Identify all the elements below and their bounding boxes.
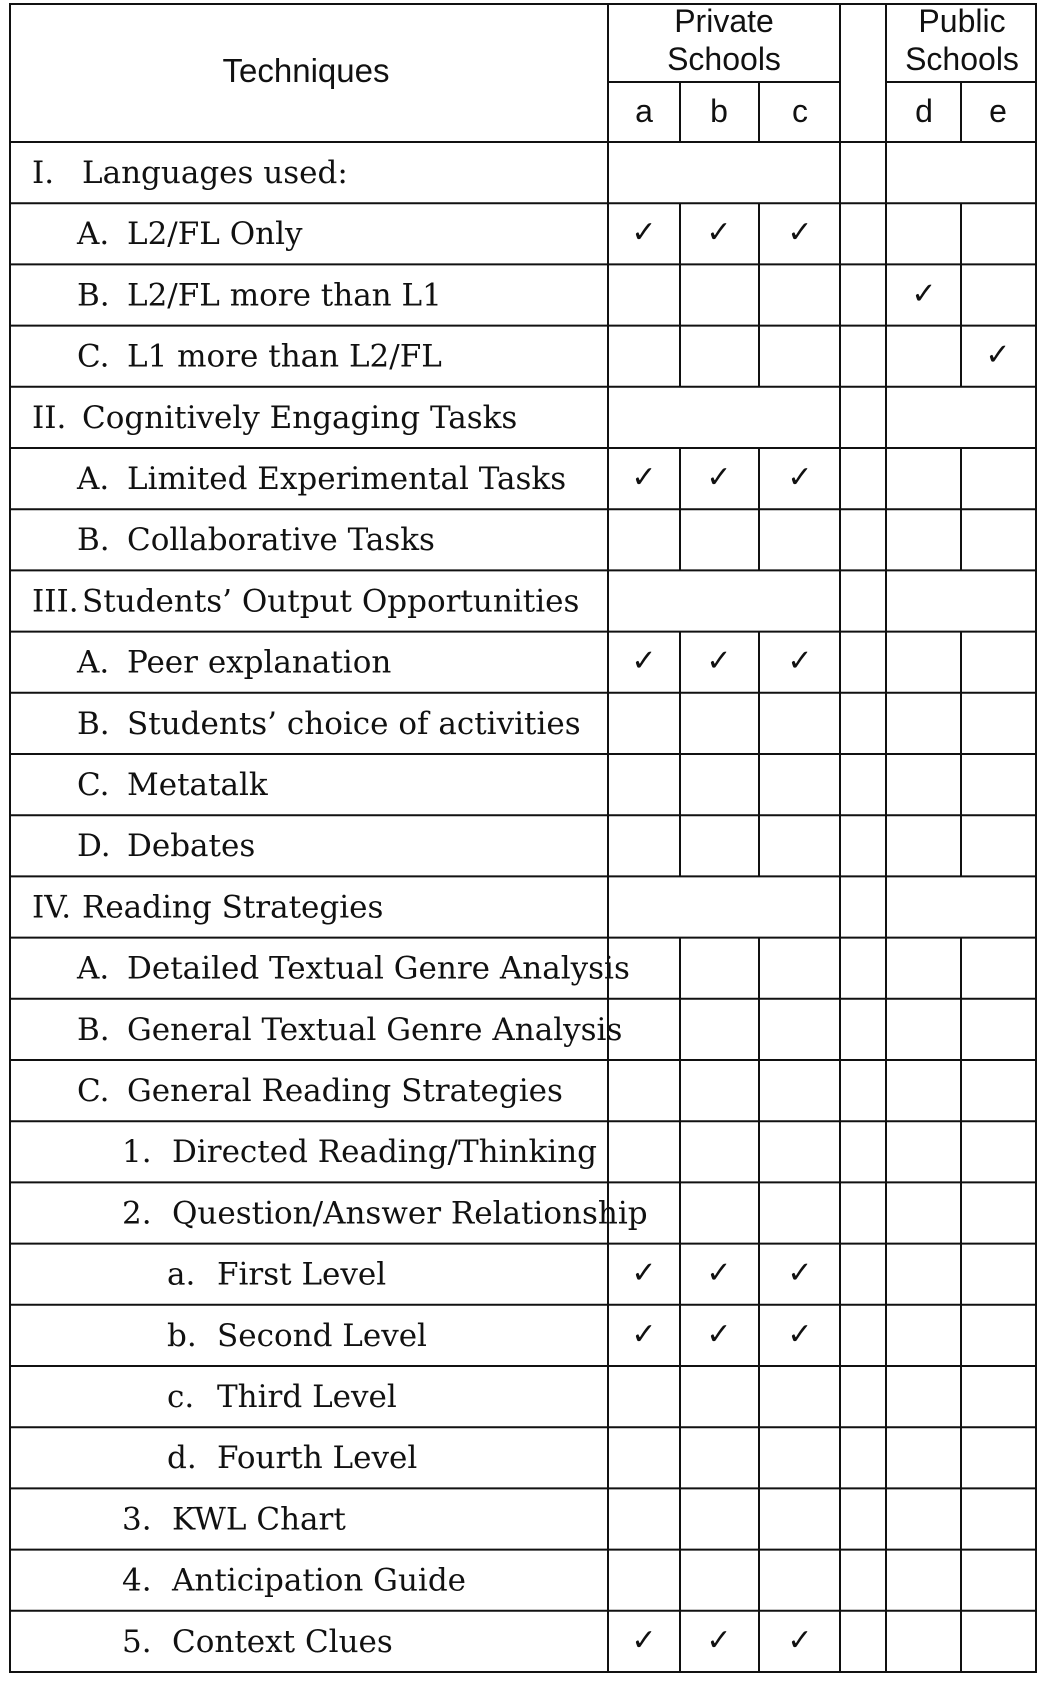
check-mark-icon: ✓ — [787, 1255, 813, 1291]
row-label: Limited Experimental Tasks — [127, 461, 567, 497]
table-row — [77, 338, 1011, 375]
check-mark-icon: ✓ — [706, 1316, 732, 1352]
table-row — [122, 1623, 813, 1660]
row-marker: 4. — [122, 1562, 152, 1599]
row-label: Debates — [127, 828, 256, 865]
public-schools-header-line2: Schools — [905, 41, 1019, 77]
row-label: Detailed Textual Genre Analysis — [127, 950, 630, 987]
private-schools-header-line2: Schools — [667, 41, 781, 77]
row-label: Question/Answer Relationship — [172, 1195, 648, 1232]
check-mark-icon: ✓ — [787, 643, 813, 679]
table-header — [223, 3, 1019, 129]
row-marker: 5. — [122, 1623, 152, 1660]
row-marker: III. — [32, 583, 79, 620]
row-marker: B. — [77, 1011, 110, 1048]
table-row — [77, 1073, 563, 1109]
row-marker: 3. — [122, 1501, 152, 1538]
check-mark-icon: ✓ — [631, 643, 657, 679]
table-row — [76, 951, 630, 987]
row-label: Students’ Output Opportunities — [82, 583, 580, 620]
row-label: Fourth Level — [217, 1440, 418, 1477]
check-mark-icon: ✓ — [706, 643, 732, 679]
check-mark-icon: ✓ — [787, 460, 813, 495]
check-mark-icon: ✓ — [631, 1255, 657, 1291]
row-marker: C. — [77, 338, 110, 375]
table-row — [167, 1379, 397, 1415]
row-marker: A. — [77, 216, 110, 253]
table-body — [32, 155, 1011, 1660]
row-marker: A. — [77, 950, 110, 987]
row-marker: B. — [77, 705, 110, 742]
row-label: Anticipation Guide — [172, 1562, 467, 1599]
row-marker: b. — [167, 1317, 197, 1354]
table-row — [32, 155, 348, 191]
check-mark-icon: ✓ — [631, 460, 657, 495]
check-mark-icon: ✓ — [706, 215, 732, 251]
row-label: Collaborative Tasks — [127, 522, 435, 559]
row-marker: a. — [167, 1256, 196, 1293]
table-row — [76, 215, 813, 252]
check-mark-icon: ✓ — [631, 1622, 657, 1658]
row-marker: 2. — [122, 1195, 152, 1232]
table-row — [76, 460, 813, 497]
row-label: General Textual Genre Analysis — [127, 1011, 623, 1048]
row-label: Directed Reading/Thinking — [172, 1134, 598, 1171]
table-row — [167, 1317, 813, 1354]
check-mark-icon: ✓ — [787, 215, 813, 251]
row-marker: I. — [32, 155, 55, 191]
row-label: Context Clues — [172, 1623, 393, 1660]
row-marker: C. — [77, 1073, 110, 1109]
row-label: Third Level — [217, 1379, 397, 1415]
check-mark-icon: ✓ — [631, 1316, 657, 1352]
public-schools-header-line1: Public — [918, 3, 1006, 39]
table-row — [77, 706, 581, 742]
row-label: L2/FL more than L1 — [127, 277, 442, 314]
check-mark-icon: ✓ — [911, 276, 937, 312]
check-mark-icon: ✓ — [706, 460, 732, 495]
column-label-c: c — [792, 93, 808, 129]
table-row — [167, 1440, 417, 1476]
table-row — [122, 1563, 466, 1599]
table-row — [32, 400, 517, 436]
private-schools-header-line1: Private — [674, 3, 774, 39]
row-label: Second Level — [217, 1317, 427, 1354]
column-label-a: a — [635, 93, 653, 129]
check-mark-icon: ✓ — [787, 1316, 813, 1352]
techniques-header: Techniques — [222, 52, 390, 89]
check-mark-icon: ✓ — [631, 215, 657, 251]
row-label: KWL Chart — [172, 1501, 346, 1538]
table-row — [77, 1012, 622, 1048]
table-row — [77, 828, 255, 864]
row-marker: IV. — [32, 889, 72, 926]
check-mark-icon: ✓ — [706, 1622, 732, 1658]
row-label: L1 more than L2/FL — [127, 338, 442, 375]
column-label-b: b — [710, 93, 728, 129]
row-label: General Reading Strategies — [127, 1073, 563, 1109]
check-mark-icon: ✓ — [985, 337, 1011, 373]
table-row — [122, 1134, 597, 1170]
row-label: Metatalk — [127, 767, 268, 803]
row-marker: B. — [77, 277, 110, 314]
column-label-e: e — [989, 93, 1007, 129]
table-row — [77, 276, 937, 313]
row-marker: 1. — [122, 1134, 152, 1171]
row-marker: A. — [77, 461, 110, 497]
table-row — [76, 644, 813, 681]
row-label: L2/FL Only — [127, 216, 303, 253]
row-label: Languages used: — [82, 155, 348, 191]
row-label: Students’ choice of activities — [127, 705, 581, 742]
row-marker: A. — [77, 644, 110, 681]
row-label: Peer explanation — [127, 644, 392, 681]
table-row — [77, 767, 268, 803]
check-mark-icon: ✓ — [787, 1622, 813, 1658]
table-row — [32, 583, 579, 619]
row-marker: C. — [77, 767, 110, 803]
row-marker: B. — [77, 522, 110, 559]
table-row — [32, 889, 383, 925]
row-label: Cognitively Engaging Tasks — [82, 399, 518, 436]
check-mark-icon: ✓ — [706, 1255, 732, 1291]
row-label: Reading Strategies — [82, 889, 384, 926]
table-row — [122, 1195, 648, 1231]
table-row — [77, 522, 435, 558]
row-label: First Level — [217, 1256, 387, 1293]
row-marker: d. — [167, 1440, 197, 1477]
table-row — [167, 1256, 813, 1293]
table-row — [122, 1501, 346, 1537]
row-marker: II. — [32, 399, 67, 436]
row-marker: c. — [167, 1379, 195, 1415]
row-marker: D. — [77, 828, 111, 865]
column-label-d: d — [915, 93, 933, 129]
